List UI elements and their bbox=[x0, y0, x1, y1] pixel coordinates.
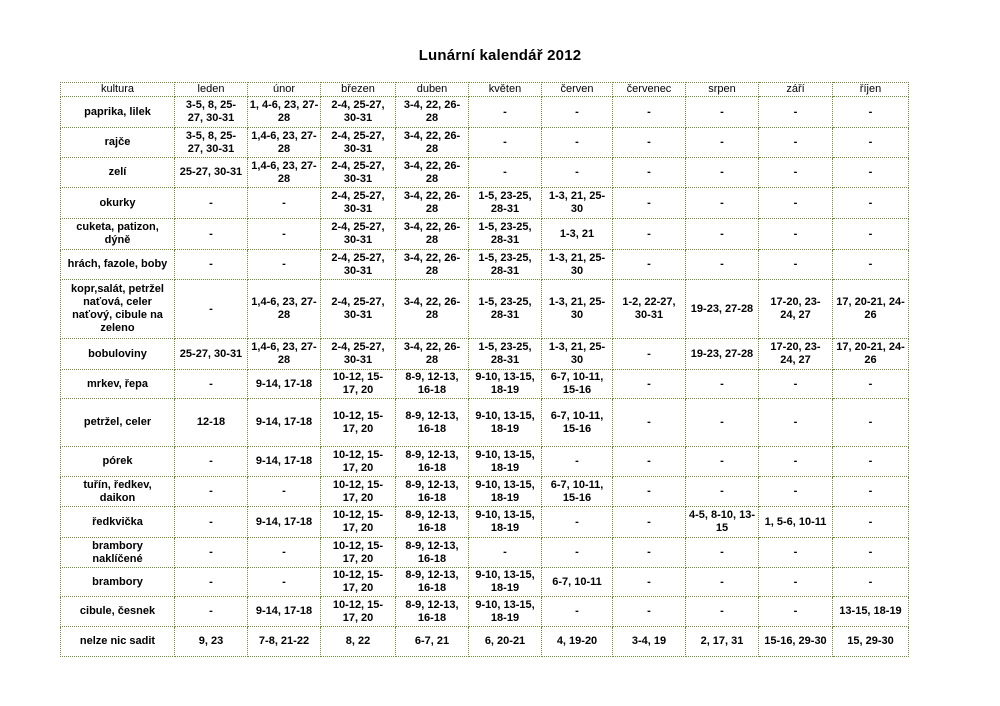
date-cell: - bbox=[686, 219, 759, 250]
date-cell: - bbox=[686, 538, 759, 568]
date-cell: - bbox=[686, 597, 759, 627]
table-row bbox=[61, 339, 909, 370]
date-cell: - bbox=[833, 97, 909, 128]
date-cell: - bbox=[542, 128, 613, 158]
date-cell: - bbox=[833, 188, 909, 219]
table-row bbox=[61, 219, 909, 250]
date-cell: - bbox=[175, 477, 248, 507]
date-cell: - bbox=[833, 568, 909, 597]
table-row bbox=[61, 399, 909, 447]
date-cell: 9-10, 13-15, 18-19 bbox=[469, 447, 542, 477]
date-cell: 8-9, 12-13, 16-18 bbox=[396, 477, 469, 507]
date-cell: 8-9, 12-13, 16-18 bbox=[396, 447, 469, 477]
date-cell: - bbox=[686, 477, 759, 507]
date-cell: 1-3, 21, 25- 30 bbox=[542, 250, 613, 280]
header-cervenec: červenec bbox=[613, 83, 686, 97]
date-cell: 3-4, 22, 26- 28 bbox=[396, 188, 469, 219]
date-cell: - bbox=[542, 597, 613, 627]
date-cell: - bbox=[469, 128, 542, 158]
date-cell: - bbox=[686, 128, 759, 158]
crop-name-cell: okurky bbox=[61, 188, 175, 219]
date-cell: 1-3, 21 bbox=[542, 219, 613, 250]
date-cell: 10-12, 15- 17, 20 bbox=[321, 370, 396, 399]
crop-name-cell: cuketa, patizon, dýně bbox=[61, 219, 175, 250]
date-cell: 4-5, 8-10, 13- 15 bbox=[686, 507, 759, 538]
date-cell: - bbox=[248, 477, 321, 507]
header-brezen: březen bbox=[321, 83, 396, 97]
table-row bbox=[61, 158, 909, 188]
date-cell: - bbox=[613, 399, 686, 447]
date-cell: 9-10, 13-15, 18-19 bbox=[469, 399, 542, 447]
date-cell: 1,4-6, 23, 27- 28 bbox=[248, 280, 321, 339]
date-cell: - bbox=[175, 597, 248, 627]
date-cell: 1-5, 23-25, 28-31 bbox=[469, 219, 542, 250]
date-cell: - bbox=[542, 447, 613, 477]
date-cell: 1-3, 21, 25- 30 bbox=[542, 280, 613, 339]
date-cell: 4, 19-20 bbox=[542, 627, 613, 657]
date-cell: - bbox=[686, 250, 759, 280]
date-cell: - bbox=[759, 128, 833, 158]
date-cell: 9-10, 13-15, 18-19 bbox=[469, 597, 542, 627]
crop-name-cell: ředkvička bbox=[61, 507, 175, 538]
date-cell: - bbox=[469, 538, 542, 568]
header-kultura: kultura bbox=[61, 83, 175, 97]
date-cell: - bbox=[833, 507, 909, 538]
crop-name-cell: nelze nic sadit bbox=[61, 627, 175, 657]
date-cell: - bbox=[759, 370, 833, 399]
date-cell: - bbox=[686, 158, 759, 188]
date-cell: 15, 29-30 bbox=[833, 627, 909, 657]
date-cell: 2-4, 25-27, 30-31 bbox=[321, 188, 396, 219]
table-row bbox=[61, 188, 909, 219]
date-cell: 6, 20-21 bbox=[469, 627, 542, 657]
date-cell: - bbox=[175, 568, 248, 597]
date-cell: - bbox=[248, 250, 321, 280]
date-cell: 3-4, 22, 26- 28 bbox=[396, 128, 469, 158]
date-cell: - bbox=[686, 370, 759, 399]
date-cell: - bbox=[248, 219, 321, 250]
header-duben: duben bbox=[396, 83, 469, 97]
date-cell: 9-10, 13-15, 18-19 bbox=[469, 477, 542, 507]
date-cell: 1-3, 21, 25- 30 bbox=[542, 188, 613, 219]
date-cell: 6-7, 10-11, 15-16 bbox=[542, 370, 613, 399]
date-cell: - bbox=[248, 188, 321, 219]
date-cell: 3-4, 22, 26- 28 bbox=[396, 250, 469, 280]
date-cell: 9-14, 17-18 bbox=[248, 447, 321, 477]
date-cell: 10-12, 15- 17, 20 bbox=[321, 568, 396, 597]
header-zari: září bbox=[759, 83, 833, 97]
date-cell: 17, 20-21, 24- 26 bbox=[833, 280, 909, 339]
date-cell: 10-12, 15- 17, 20 bbox=[321, 477, 396, 507]
date-cell: - bbox=[175, 219, 248, 250]
date-cell: - bbox=[542, 538, 613, 568]
date-cell: - bbox=[175, 250, 248, 280]
date-cell: 2-4, 25-27, 30-31 bbox=[321, 219, 396, 250]
date-cell: 2-4, 25-27, 30-31 bbox=[321, 280, 396, 339]
crop-name-cell: mrkev, řepa bbox=[61, 370, 175, 399]
date-cell: - bbox=[833, 219, 909, 250]
date-cell: 9-14, 17-18 bbox=[248, 370, 321, 399]
crop-name-cell: cibule, česnek bbox=[61, 597, 175, 627]
date-cell: 6-7, 10-11, 15-16 bbox=[542, 477, 613, 507]
date-cell: - bbox=[686, 447, 759, 477]
date-cell: - bbox=[613, 370, 686, 399]
crop-name-cell: brambory naklíčené bbox=[61, 538, 175, 568]
date-cell: 17-20, 23- 24, 27 bbox=[759, 280, 833, 339]
date-cell: 8-9, 12-13, 16-18 bbox=[396, 507, 469, 538]
crop-name-cell: bobuloviny bbox=[61, 339, 175, 370]
date-cell: 1-5, 23-25, 28-31 bbox=[469, 250, 542, 280]
date-cell: 10-12, 15- 17, 20 bbox=[321, 447, 396, 477]
date-cell: - bbox=[833, 477, 909, 507]
date-cell: - bbox=[759, 158, 833, 188]
date-cell: 6-7, 10-11 bbox=[542, 568, 613, 597]
date-cell: 8-9, 12-13, 16-18 bbox=[396, 597, 469, 627]
date-cell: 9-10, 13-15, 18-19 bbox=[469, 507, 542, 538]
date-cell: 2, 17, 31 bbox=[686, 627, 759, 657]
date-cell: - bbox=[686, 399, 759, 447]
date-cell: - bbox=[833, 158, 909, 188]
date-cell: 8-9, 12-13, 16-18 bbox=[396, 568, 469, 597]
date-cell: - bbox=[613, 568, 686, 597]
date-cell: 2-4, 25-27, 30-31 bbox=[321, 128, 396, 158]
date-cell: 3-4, 22, 26- 28 bbox=[396, 219, 469, 250]
crop-name-cell: paprika, lilek bbox=[61, 97, 175, 128]
table-row bbox=[61, 597, 909, 627]
date-cell: - bbox=[542, 158, 613, 188]
table-row bbox=[61, 507, 909, 538]
date-cell: - bbox=[175, 507, 248, 538]
date-cell: 10-12, 15- 17, 20 bbox=[321, 597, 396, 627]
table-row bbox=[61, 250, 909, 280]
crop-name-cell: hrách, fazole, boby bbox=[61, 250, 175, 280]
date-cell: - bbox=[759, 219, 833, 250]
header-srpen: srpen bbox=[686, 83, 759, 97]
date-cell: 9-10, 13-15, 18-19 bbox=[469, 370, 542, 399]
header-rijen: říjen bbox=[833, 83, 909, 97]
lunar-calendar-table bbox=[60, 82, 909, 657]
date-cell: - bbox=[175, 538, 248, 568]
date-cell: 3-5, 8, 25- 27, 30-31 bbox=[175, 128, 248, 158]
date-cell: - bbox=[613, 158, 686, 188]
crop-name-cell: brambory bbox=[61, 568, 175, 597]
table-row bbox=[61, 447, 909, 477]
header-kveten: květen bbox=[469, 83, 542, 97]
header-leden: leden bbox=[175, 83, 248, 97]
date-cell: 17-20, 23- 24, 27 bbox=[759, 339, 833, 370]
date-cell: - bbox=[469, 97, 542, 128]
date-cell: - bbox=[759, 97, 833, 128]
date-cell: - bbox=[613, 507, 686, 538]
date-cell: 1, 5-6, 10-11 bbox=[759, 507, 833, 538]
date-cell: 1-2, 22-27, 30-31 bbox=[613, 280, 686, 339]
date-cell: - bbox=[759, 538, 833, 568]
date-cell: 1,4-6, 23, 27- 28 bbox=[248, 128, 321, 158]
date-cell: 8-9, 12-13, 16-18 bbox=[396, 370, 469, 399]
date-cell: 19-23, 27-28 bbox=[686, 280, 759, 339]
crop-name-cell: rajče bbox=[61, 128, 175, 158]
date-cell: - bbox=[759, 568, 833, 597]
date-cell: - bbox=[542, 507, 613, 538]
date-cell: 2-4, 25-27, 30-31 bbox=[321, 339, 396, 370]
date-cell: 1-5, 23-25, 28-31 bbox=[469, 188, 542, 219]
table-row bbox=[61, 477, 909, 507]
header-row bbox=[61, 83, 909, 97]
date-cell: - bbox=[759, 399, 833, 447]
date-cell: - bbox=[613, 128, 686, 158]
crop-name-cell: pórek bbox=[61, 447, 175, 477]
date-cell: - bbox=[613, 477, 686, 507]
date-cell: - bbox=[613, 339, 686, 370]
date-cell: 17, 20-21, 24- 26 bbox=[833, 339, 909, 370]
date-cell: - bbox=[759, 250, 833, 280]
date-cell: - bbox=[686, 97, 759, 128]
table-row bbox=[61, 627, 909, 657]
date-cell: 1,4-6, 23, 27- 28 bbox=[248, 339, 321, 370]
header-cerven: červen bbox=[542, 83, 613, 97]
date-cell: - bbox=[833, 538, 909, 568]
date-cell: 3-5, 8, 25- 27, 30-31 bbox=[175, 97, 248, 128]
date-cell: - bbox=[248, 538, 321, 568]
date-cell: 12-18 bbox=[175, 399, 248, 447]
date-cell: 15-16, 29-30 bbox=[759, 627, 833, 657]
date-cell: 2-4, 25-27, 30-31 bbox=[321, 97, 396, 128]
date-cell: 8-9, 12-13, 16-18 bbox=[396, 399, 469, 447]
table-row bbox=[61, 280, 909, 339]
date-cell: - bbox=[613, 250, 686, 280]
date-cell: - bbox=[833, 128, 909, 158]
date-cell: 25-27, 30-31 bbox=[175, 158, 248, 188]
date-cell: 6-7, 21 bbox=[396, 627, 469, 657]
date-cell: 25-27, 30-31 bbox=[175, 339, 248, 370]
date-cell: 10-12, 15- 17, 20 bbox=[321, 399, 396, 447]
table-row bbox=[61, 97, 909, 128]
date-cell: 1-3, 21, 25- 30 bbox=[542, 339, 613, 370]
date-cell: - bbox=[613, 188, 686, 219]
table-row bbox=[61, 538, 909, 568]
date-cell: 10-12, 15- 17, 20 bbox=[321, 507, 396, 538]
date-cell: - bbox=[759, 447, 833, 477]
date-cell: - bbox=[469, 158, 542, 188]
date-cell: - bbox=[833, 370, 909, 399]
date-cell: 9-14, 17-18 bbox=[248, 597, 321, 627]
date-cell: - bbox=[542, 97, 613, 128]
date-cell: 3-4, 22, 26- 28 bbox=[396, 97, 469, 128]
date-cell: - bbox=[833, 399, 909, 447]
date-cell: 1-5, 23-25, 28-31 bbox=[469, 339, 542, 370]
table-row bbox=[61, 370, 909, 399]
date-cell: 6-7, 10-11, 15-16 bbox=[542, 399, 613, 447]
date-cell: - bbox=[833, 250, 909, 280]
date-cell: 9-14, 17-18 bbox=[248, 507, 321, 538]
date-cell: 8, 22 bbox=[321, 627, 396, 657]
date-cell: - bbox=[833, 447, 909, 477]
crop-name-cell: zelí bbox=[61, 158, 175, 188]
date-cell: - bbox=[613, 97, 686, 128]
date-cell: 3-4, 22, 26- 28 bbox=[396, 158, 469, 188]
date-cell: 19-23, 27-28 bbox=[686, 339, 759, 370]
date-cell: 13-15, 18-19 bbox=[833, 597, 909, 627]
date-cell: - bbox=[175, 280, 248, 339]
date-cell: 9-10, 13-15, 18-19 bbox=[469, 568, 542, 597]
table-row bbox=[61, 128, 909, 158]
date-cell: 3-4, 19 bbox=[613, 627, 686, 657]
date-cell: 7-8, 21-22 bbox=[248, 627, 321, 657]
date-cell: - bbox=[686, 188, 759, 219]
page-title: Lunární kalendář 2012 bbox=[418, 47, 582, 64]
date-cell: 9, 23 bbox=[175, 627, 248, 657]
date-cell: - bbox=[759, 188, 833, 219]
crop-name-cell: petržel, celer bbox=[61, 399, 175, 447]
date-cell: - bbox=[175, 447, 248, 477]
date-cell: - bbox=[613, 538, 686, 568]
date-cell: 1, 4-6, 23, 27- 28 bbox=[248, 97, 321, 128]
header-unor: únor bbox=[248, 83, 321, 97]
date-cell: 9-14, 17-18 bbox=[248, 399, 321, 447]
date-cell: 8-9, 12-13, 16-18 bbox=[396, 538, 469, 568]
crop-name-cell: tuřín, ředkev, daikon bbox=[61, 477, 175, 507]
date-cell: 2-4, 25-27, 30-31 bbox=[321, 158, 396, 188]
crop-name-cell: kopr,salát, petržel naťová, celer naťový, cibule na zeleno bbox=[61, 280, 175, 339]
date-cell: 3-4, 22, 26- 28 bbox=[396, 280, 469, 339]
date-cell: 1,4-6, 23, 27- 28 bbox=[248, 158, 321, 188]
date-cell: - bbox=[686, 568, 759, 597]
date-cell: - bbox=[613, 219, 686, 250]
date-cell: - bbox=[759, 597, 833, 627]
date-cell: - bbox=[248, 568, 321, 597]
date-cell: - bbox=[613, 597, 686, 627]
date-cell: - bbox=[175, 370, 248, 399]
date-cell: - bbox=[613, 447, 686, 477]
date-cell: - bbox=[175, 188, 248, 219]
date-cell: 10-12, 15- 17, 20 bbox=[321, 538, 396, 568]
date-cell: 2-4, 25-27, 30-31 bbox=[321, 250, 396, 280]
date-cell: 1-5, 23-25, 28-31 bbox=[469, 280, 542, 339]
date-cell: - bbox=[759, 477, 833, 507]
table-row bbox=[61, 568, 909, 597]
date-cell: 3-4, 22, 26- 28 bbox=[396, 339, 469, 370]
